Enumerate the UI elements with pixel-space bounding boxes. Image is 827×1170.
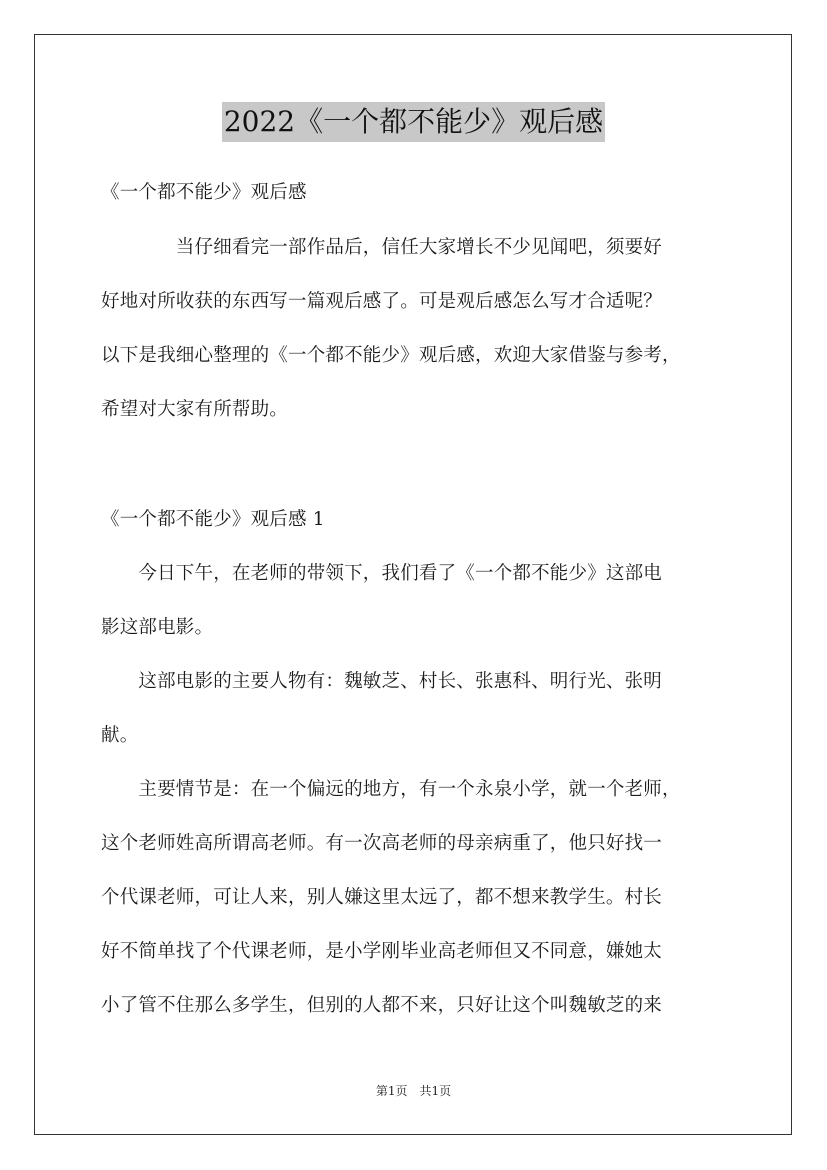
text-line: 好地对所收获的东西写一篇观后感了。可是观后感怎么写才合适呢？ <box>101 291 663 312</box>
text-line: 好不简单找了个代课老师，是小学刚毕业高老师但又不同意，嫌她太 <box>101 941 663 962</box>
title-container <box>0 102 827 142</box>
text-line: 这个老师姓高所谓高老师。有一次高老师的母亲病重了，他只好找一 <box>101 833 663 854</box>
page-footer: 第1页 共1页 <box>375 1084 452 1098</box>
text-line: 献。 <box>101 725 139 746</box>
text-line: 主要情节是：在一个偏远的地方，有一个永泉小学，就一个老师， <box>101 779 681 800</box>
text-line: 希望对大家有所帮助。 <box>101 399 289 420</box>
text-line: 这部电影的主要人物有：魏敏芝、村长、张惠科、明行光、张明 <box>101 671 663 692</box>
text-line: 今日下午，在老师的带领下，我们看了《一个都不能少》这部电 <box>101 563 663 584</box>
text-line: 以下是我细心整理的《一个都不能少》观后感，欢迎大家借鉴与参考， <box>101 345 681 366</box>
text-line: 个代课老师，可让人来，别人嫌这里太远了，都不想来教学生。村长 <box>101 887 663 908</box>
section-heading: 《一个都不能少》观后感 <box>101 182 307 203</box>
text-line: 影这部电影。 <box>101 617 214 638</box>
document-title: 2022《一个都不能少》观后感 <box>222 102 605 142</box>
text-line: 小了管不住那么多学生，但别的人都不来，只好让这个叫魏敏芝的来 <box>101 995 663 1016</box>
section-heading: 《一个都不能少》观后感 1 <box>101 509 325 530</box>
text-line: 当仔细看完一部作品后，信任大家增长不少见闻吧，须要好 <box>101 237 663 258</box>
